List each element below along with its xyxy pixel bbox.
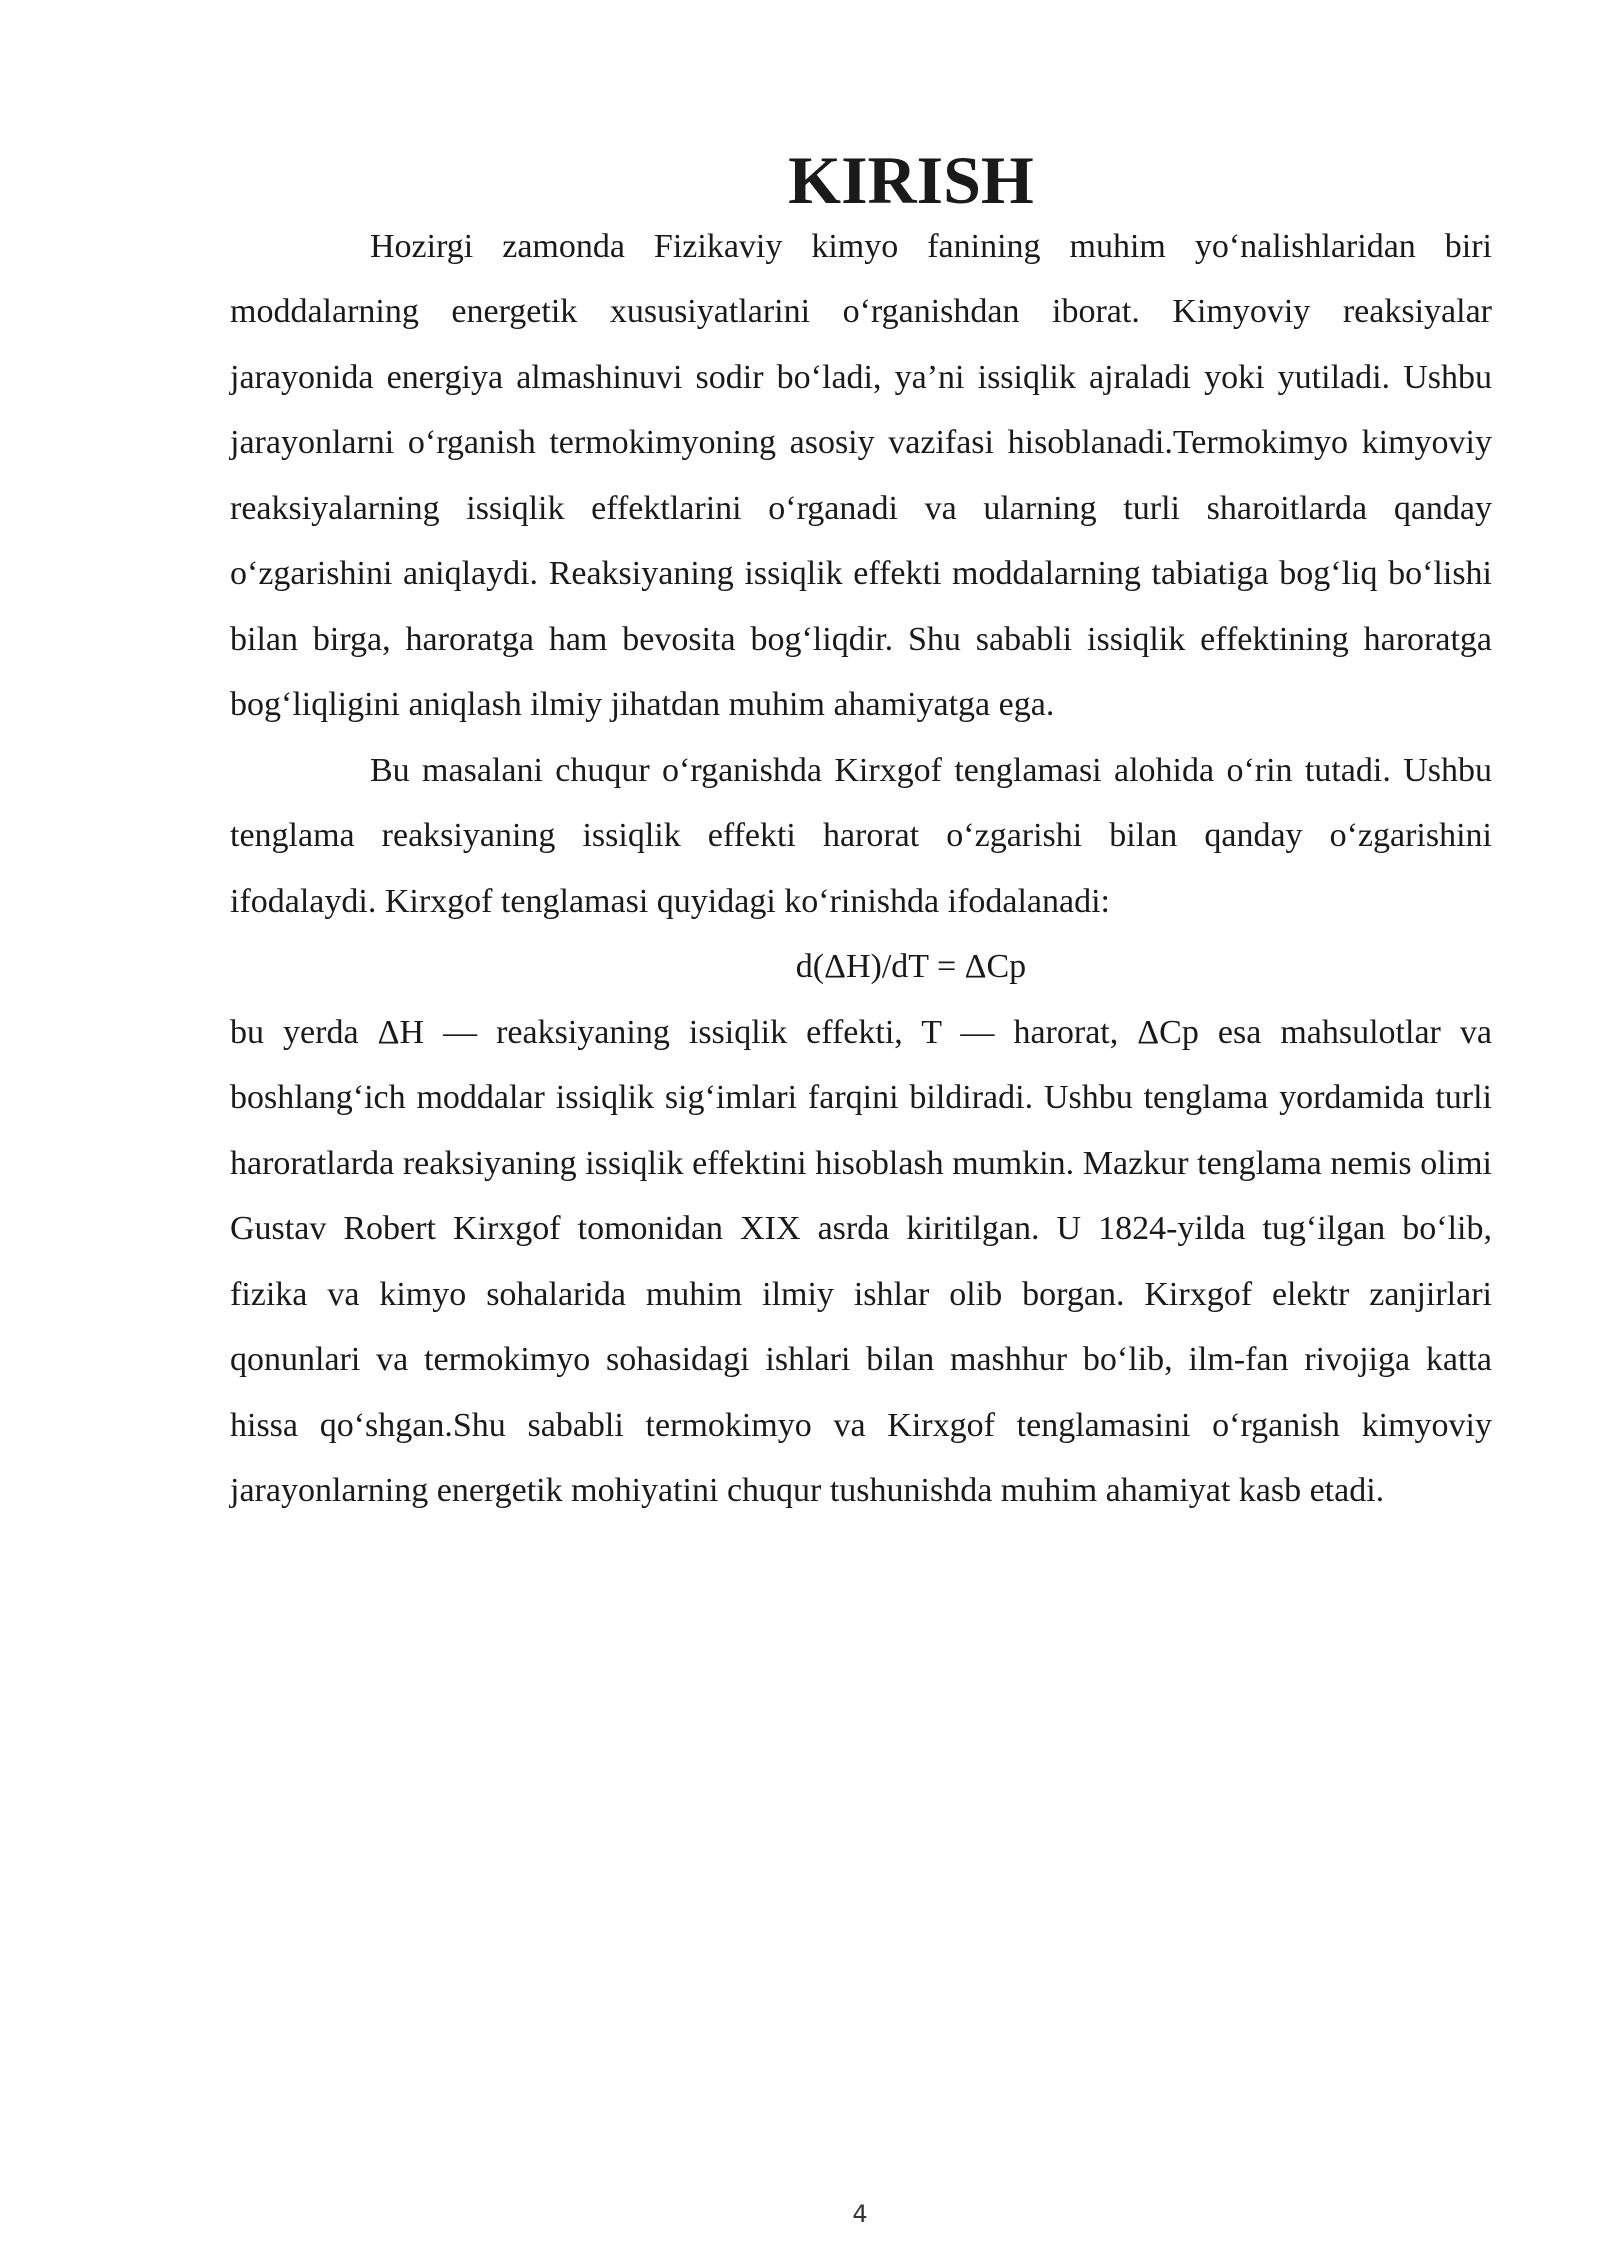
paragraph-intro: Hozirgi zamonda Fizikaviy kimyo fanining muhim yo‘nalishlaridan biri moddalarning energetik xususiyatlarini o‘rganishdan iborat. Kimyoviy reaksiyalar jarayonida energiya almashinuvi sodir bo‘ladi, ya’ni issiqlik ajraladi yoki yutiladi. Ushbu jarayonlarni o‘rganish termokimyoning asosiy vazifasi hisoblanadi.Termokimyo kimyoviy reaksiyalarning issiqlik effektlarini o‘rganadi va ularning turli sharoitlarda qanday o‘zgarishini aniqlaydi. Reaksiyaning issiqlik effekti moddalarning tabiatiga bog‘liq bo‘lishi bilan birga, haroratga ham bevosita bog‘liqdir. Shu sababli issiqlik effektining haroratga bog‘liqligini aniqlash ilmiy jihatdan muhim ahamiyatga ega.	[230, 227, 1492, 723]
kirchhoff-formula: d(ΔH)/dT = ΔCp	[795, 948, 1027, 985]
section-heading: KIRISH	[788, 142, 1034, 218]
paragraph-kirchhoff-equation: Bu masalani chuqur o‘rganishda Kirxgof tenglamasi alohida o‘rin tutadi. Ushbu tenglama reaksiyaning issiqlik effekti harorat o‘zgarishi bilan qanday o‘zgarishini ifodalaydi. Kirxgof tenglamasi quyidagi ko‘rinishda ifodalanadi:	[230, 751, 1492, 920]
page-number: 4	[852, 2200, 868, 2228]
paragraph-explanation: bu yerda ΔH — reaksiyaning issiqlik effekti, T — harorat, ΔCp esa mahsulotlar va boshlang‘ich moddalar issiqlik sig‘imlari farqini bildiradi. Ushbu tenglama yordamida turli haroratlarda reaksiyaning issiqlik effektini hisoblash mumkin. Mazkur tenglama nemis olimi Gustav Robert Kirxgof tomonidan XIX asrda kiritilgan. U 1824-yilda tug‘ilgan bo‘lib, fizika va kimyo sohalarida muhim ilmiy ishlar olib borgan. Kirxgof elektr zanjirlari qonunlari va termokimyo sohasidagi ishlari bilan mashhur bo‘lib, ilm-fan rivojiga katta hissa qo‘shgan.Shu sababli termokimyo va Kirxgof tenglamasini o‘rganish kimyoviy jarayonlarning energetik mohiyatini chuqur tushunishda muhim ahamiyat kasb etadi.	[230, 1013, 1492, 1509]
page-content	[230, 142, 1492, 1524]
